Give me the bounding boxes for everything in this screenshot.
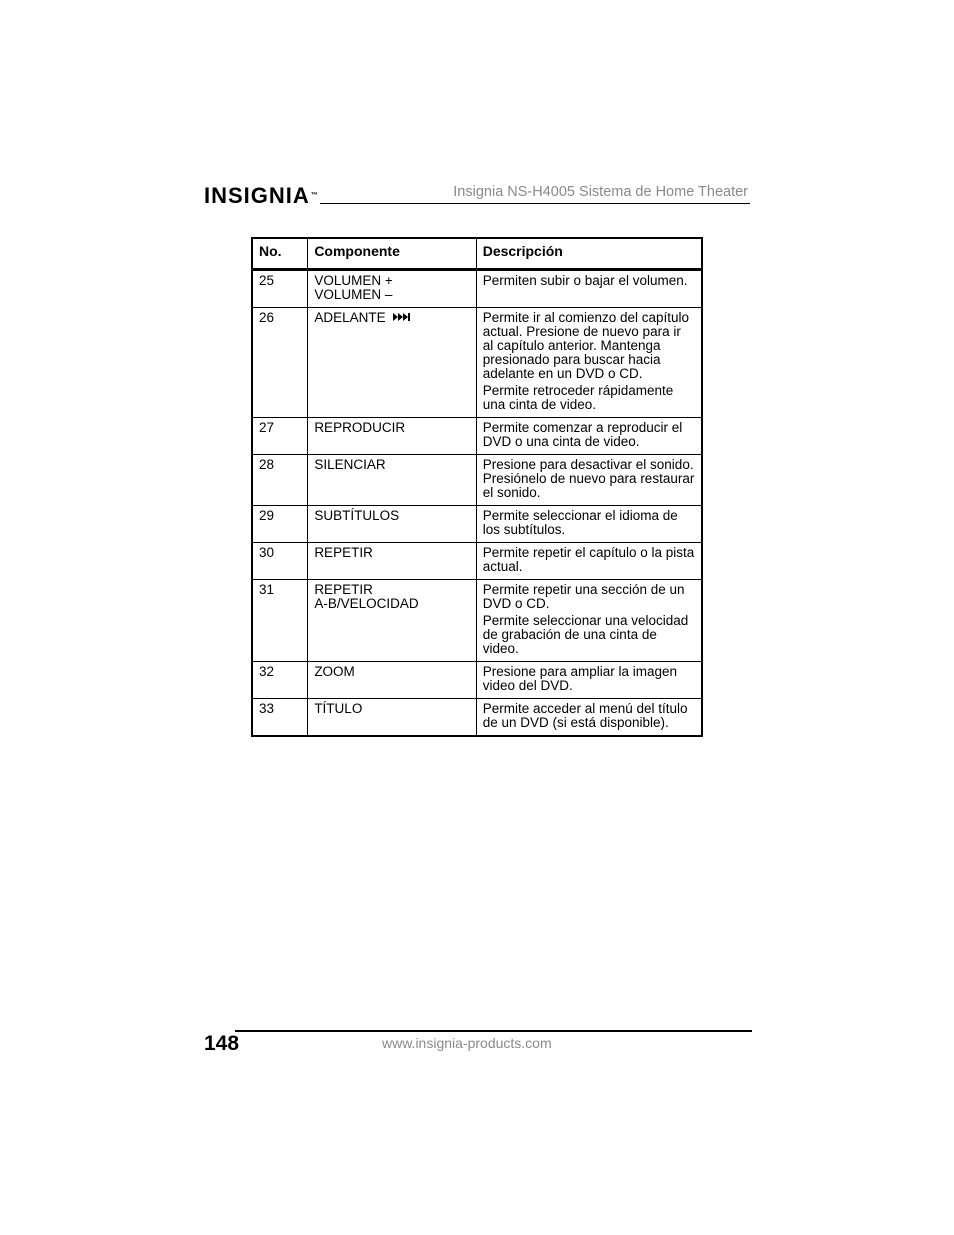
document-title: Insignia NS-H4005 Sistema de Home Theater — [453, 184, 748, 200]
header-descripcion: Descripción — [476, 238, 702, 270]
row-component — [308, 455, 476, 506]
description-paragraph: Permite seleccionar una velocidad de grabación de una cinta de video. — [482, 613, 689, 656]
component-line: SILENCIAR — [314, 457, 386, 472]
component-line: ZOOM — [314, 664, 355, 679]
components-table-container — [251, 237, 703, 737]
description-paragraph: Permite repetir una sección de un DVD o CD. — [482, 582, 685, 611]
row-number: 33 — [252, 699, 308, 737]
row-number: 28 — [252, 455, 308, 506]
component-line: A-B/VELOCIDAD — [314, 596, 419, 611]
table-row — [252, 543, 702, 580]
row-component — [308, 418, 476, 455]
description-paragraph: Permite retroceder rápidamente una cinta de video. — [482, 383, 674, 412]
header-divider — [320, 203, 750, 204]
table-row — [252, 506, 702, 543]
table-row — [252, 418, 702, 455]
table-row — [252, 455, 702, 506]
logo-text: INSIGNIA — [204, 183, 310, 208]
row-number: 26 — [252, 308, 308, 418]
row-description — [476, 580, 702, 662]
description-paragraph: Permite acceder al menú del título de un DVD (si está disponible). — [482, 701, 688, 730]
header-componente: Componente — [308, 238, 476, 270]
table-row — [252, 580, 702, 662]
header-no: No. — [252, 238, 308, 270]
row-component — [308, 580, 476, 662]
row-component — [308, 506, 476, 543]
page-number: 148 — [204, 1032, 240, 1055]
row-component — [308, 308, 476, 418]
row-component — [308, 543, 476, 580]
component-line: VOLUMEN + — [314, 273, 393, 288]
logo-trademark: ™ — [310, 192, 318, 199]
row-number: 27 — [252, 418, 308, 455]
row-description — [476, 506, 702, 543]
row-description — [476, 699, 702, 737]
table-row — [252, 662, 702, 699]
row-number: 31 — [252, 580, 308, 662]
components-table — [251, 237, 703, 737]
row-description — [476, 543, 702, 580]
description-paragraph: Permite ir al comienzo del capítulo actual. Presione de nuevo para ir al capítulo anterior. Mantenga presionado para buscar hacia adelante en un DVD o CD. — [482, 310, 690, 381]
table-row — [252, 699, 702, 737]
row-component — [308, 662, 476, 699]
table-row — [252, 270, 702, 308]
row-component — [308, 270, 476, 308]
component-line: REPETIR — [314, 582, 373, 597]
description-paragraph: Permiten subir o bajar el volumen. — [482, 273, 688, 288]
component-line: REPETIR — [314, 545, 373, 560]
table-row — [252, 308, 702, 418]
description-paragraph: Permite repetir el capítulo o la pista actual. — [482, 545, 695, 574]
row-number: 32 — [252, 662, 308, 699]
row-number: 29 — [252, 506, 308, 543]
skip-forward-icon — [393, 311, 411, 325]
footer-url: www.insignia-products.com — [382, 1035, 552, 1051]
component-line: REPRODUCIR — [314, 420, 406, 435]
component-line: ADELANTE — [314, 310, 386, 325]
component-line: SUBTÍTULOS — [314, 508, 400, 523]
row-number: 25 — [252, 270, 308, 308]
component-line: VOLUMEN – — [314, 287, 393, 302]
row-component — [308, 699, 476, 737]
insignia-logo — [204, 181, 318, 211]
row-description — [476, 455, 702, 506]
row-description — [476, 308, 702, 418]
description-paragraph: Permite comenzar a reproducir el DVD o una cinta de video. — [482, 420, 683, 449]
table-header-row — [252, 238, 702, 270]
row-description — [476, 662, 702, 699]
footer-divider — [235, 1030, 752, 1032]
description-paragraph: Permite seleccionar el idioma de los subtítulos. — [482, 508, 678, 537]
component-line: TÍTULO — [314, 701, 363, 716]
row-number: 30 — [252, 543, 308, 580]
row-description — [476, 270, 702, 308]
description-paragraph: Presione para desactivar el sonido. Presiónelo de nuevo para restaurar el sonido. — [482, 457, 695, 500]
row-description — [476, 418, 702, 455]
description-paragraph: Presione para ampliar la imagen video del DVD. — [482, 664, 678, 693]
